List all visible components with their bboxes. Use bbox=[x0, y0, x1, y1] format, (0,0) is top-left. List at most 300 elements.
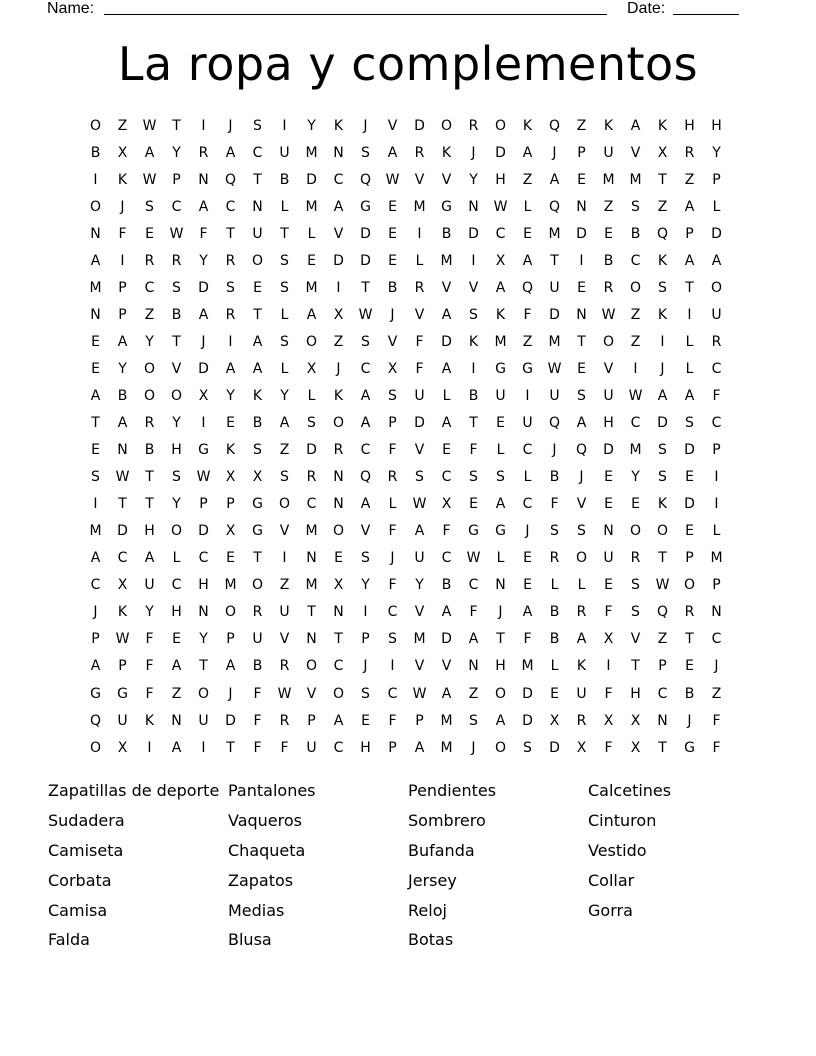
letter-grid bbox=[82, 112, 730, 761]
grid-letter: P bbox=[307, 712, 316, 729]
grid-letter: M bbox=[305, 198, 318, 215]
grid-letter: W bbox=[385, 171, 400, 188]
grid-letter: B bbox=[441, 225, 452, 242]
grid-letter: A bbox=[414, 739, 425, 756]
grid-letter: C bbox=[171, 577, 182, 594]
grid-letter: P bbox=[685, 550, 694, 567]
grid-letter: N bbox=[117, 442, 128, 459]
page-title: La ropa y complementos bbox=[117, 37, 699, 91]
grid-letter: I bbox=[714, 469, 719, 486]
grid-letter: U bbox=[306, 739, 317, 756]
grid-letter: A bbox=[252, 360, 263, 377]
grid-letter: A bbox=[441, 685, 452, 702]
grid-letter: I bbox=[282, 550, 287, 567]
grid-letter: J bbox=[498, 604, 503, 621]
word-list-item: Botas bbox=[408, 930, 454, 950]
word-list-item: Camiseta bbox=[48, 840, 124, 860]
grid-letter: N bbox=[468, 198, 479, 215]
grid-letter: R bbox=[576, 604, 587, 621]
grid-letter: A bbox=[522, 252, 533, 269]
grid-letter: K bbox=[657, 496, 668, 513]
grid-letter: J bbox=[552, 144, 557, 161]
grid-letter: M bbox=[305, 279, 318, 296]
grid-letter: L bbox=[712, 523, 721, 540]
grid-letter: J bbox=[552, 442, 557, 459]
grid-letter: V bbox=[414, 171, 425, 188]
grid-letter: D bbox=[549, 739, 560, 756]
grid-letter: F bbox=[388, 712, 397, 729]
grid-letter: F bbox=[145, 685, 154, 702]
grid-letter: H bbox=[630, 685, 641, 702]
grid-letter: A bbox=[441, 604, 452, 621]
grid-letter: X bbox=[549, 712, 560, 729]
grid-letter: F bbox=[253, 685, 262, 702]
grid-letter: B bbox=[441, 577, 452, 594]
grid-letter: T bbox=[550, 252, 559, 269]
grid-letter: U bbox=[279, 604, 290, 621]
grid-letter: T bbox=[658, 171, 667, 188]
grid-letter: B bbox=[630, 225, 641, 242]
grid-letter: C bbox=[198, 550, 209, 567]
grid-letter: T bbox=[172, 117, 181, 134]
grid-letter: R bbox=[576, 712, 587, 729]
grid-letter: S bbox=[469, 469, 478, 486]
grid-letter: A bbox=[414, 523, 425, 540]
grid-letter: K bbox=[657, 306, 668, 323]
grid-letter: Q bbox=[359, 469, 372, 486]
word-list-item: Gorra bbox=[588, 900, 633, 920]
grid-letter: C bbox=[711, 415, 722, 432]
grid-letter: M bbox=[440, 252, 453, 269]
grid-letter: G bbox=[684, 739, 695, 756]
grid-letter: I bbox=[93, 496, 98, 513]
grid-letter: F bbox=[415, 360, 424, 377]
grid-letter: K bbox=[252, 387, 263, 404]
grid-letter: G bbox=[198, 442, 209, 459]
grid-letter: I bbox=[363, 604, 368, 621]
grid-letter: A bbox=[117, 415, 128, 432]
grid-letter: Z bbox=[468, 685, 479, 702]
grid-letter: E bbox=[523, 550, 532, 567]
grid-letter: N bbox=[495, 577, 506, 594]
grid-letter: S bbox=[226, 279, 235, 296]
grid-letter: U bbox=[198, 712, 209, 729]
grid-letter: T bbox=[658, 739, 667, 756]
grid-letter: U bbox=[522, 415, 533, 432]
grid-letter: T bbox=[334, 631, 343, 648]
grid-letter: L bbox=[280, 306, 289, 323]
grid-letter: A bbox=[495, 496, 506, 513]
grid-letter: E bbox=[361, 712, 370, 729]
grid-letter: O bbox=[332, 415, 345, 432]
grid-letter: Q bbox=[575, 442, 588, 459]
grid-letter: A bbox=[495, 712, 506, 729]
grid-letter: G bbox=[468, 523, 479, 540]
grid-letter: A bbox=[144, 144, 155, 161]
grid-letter: F bbox=[145, 631, 154, 648]
word-list-item: Collar bbox=[588, 870, 635, 890]
grid-letter: C bbox=[333, 658, 344, 675]
grid-letter: G bbox=[495, 360, 506, 377]
grid-letter: P bbox=[388, 415, 397, 432]
grid-letter: W bbox=[628, 387, 643, 404]
grid-letter: T bbox=[658, 550, 667, 567]
grid-letter: T bbox=[685, 279, 694, 296]
grid-letter: K bbox=[225, 442, 236, 459]
grid-letter: Q bbox=[359, 171, 372, 188]
grid-letter: K bbox=[333, 117, 344, 134]
grid-letter: F bbox=[415, 333, 424, 350]
grid-letter: E bbox=[496, 415, 505, 432]
grid-letter: M bbox=[548, 333, 561, 350]
grid-letter: A bbox=[90, 387, 101, 404]
grid-letter: T bbox=[307, 604, 316, 621]
grid-letter: C bbox=[225, 198, 236, 215]
grid-letter: W bbox=[412, 685, 427, 702]
grid-letter: E bbox=[604, 577, 613, 594]
grid-letter: F bbox=[712, 387, 721, 404]
grid-letter: J bbox=[525, 523, 530, 540]
grid-letter: C bbox=[90, 577, 101, 594]
grid-letter: V bbox=[387, 333, 398, 350]
grid-letter: W bbox=[358, 306, 373, 323]
grid-letter: X bbox=[117, 144, 128, 161]
grid-letter: C bbox=[117, 550, 128, 567]
grid-letter: S bbox=[361, 685, 370, 702]
grid-letter: E bbox=[307, 252, 316, 269]
grid-letter: O bbox=[143, 387, 156, 404]
grid-letter: O bbox=[494, 117, 507, 134]
grid-letter: T bbox=[253, 171, 262, 188]
grid-letter: E bbox=[172, 631, 181, 648]
grid-letter: C bbox=[522, 442, 533, 459]
grid-letter: T bbox=[469, 415, 478, 432]
grid-letter: M bbox=[89, 523, 102, 540]
grid-letter: H bbox=[684, 117, 695, 134]
grid-letter: H bbox=[198, 577, 209, 594]
grid-letter: Q bbox=[224, 171, 237, 188]
grid-letter: S bbox=[658, 279, 667, 296]
grid-letter: L bbox=[307, 225, 316, 242]
grid-letter: C bbox=[630, 415, 641, 432]
grid-letter: U bbox=[549, 387, 560, 404]
grid-letter: I bbox=[606, 658, 611, 675]
grid-letter: T bbox=[199, 658, 208, 675]
grid-letter: O bbox=[170, 387, 183, 404]
grid-letter: X bbox=[576, 739, 587, 756]
grid-letter: C bbox=[441, 550, 452, 567]
grid-letter: X bbox=[333, 577, 344, 594]
grid-letter: E bbox=[334, 550, 343, 567]
grid-letter: F bbox=[523, 306, 532, 323]
grid-letter: V bbox=[468, 279, 479, 296]
grid-letter: D bbox=[522, 712, 533, 729]
grid-letter: M bbox=[224, 577, 237, 594]
grid-letter: F bbox=[388, 577, 397, 594]
grid-letter: M bbox=[305, 144, 318, 161]
grid-letter: S bbox=[658, 469, 667, 486]
grid-letter: A bbox=[468, 631, 479, 648]
grid-letter: Z bbox=[630, 333, 641, 350]
grid-letter: V bbox=[441, 279, 452, 296]
grid-letter: S bbox=[253, 442, 262, 459]
grid-letter: D bbox=[657, 415, 668, 432]
grid-letter: A bbox=[90, 252, 101, 269]
grid-letter: Q bbox=[548, 415, 561, 432]
date-label: Date: bbox=[627, 0, 666, 17]
word-list-item: Pendientes bbox=[408, 781, 497, 801]
grid-letter: A bbox=[333, 712, 344, 729]
grid-letter: N bbox=[603, 523, 614, 540]
grid-letter: K bbox=[576, 658, 587, 675]
grid-letter: X bbox=[630, 712, 641, 729]
grid-letter: W bbox=[493, 198, 508, 215]
name-blank-line bbox=[104, 14, 607, 15]
grid-letter: J bbox=[201, 333, 206, 350]
grid-letter: E bbox=[604, 469, 613, 486]
grid-letter: A bbox=[630, 117, 641, 134]
grid-letter: A bbox=[684, 198, 695, 215]
grid-letter: C bbox=[306, 496, 317, 513]
grid-letter: Y bbox=[361, 577, 370, 594]
grid-letter: I bbox=[201, 739, 206, 756]
grid-letter: G bbox=[252, 523, 263, 540]
grid-letter: O bbox=[332, 685, 345, 702]
grid-letter: L bbox=[577, 577, 586, 594]
grid-letter: B bbox=[279, 171, 290, 188]
grid-letter: N bbox=[306, 550, 317, 567]
grid-letter: D bbox=[441, 333, 452, 350]
grid-letter: C bbox=[333, 739, 344, 756]
grid-letter: Z bbox=[522, 171, 533, 188]
grid-letter: F bbox=[523, 631, 532, 648]
grid-letter: O bbox=[629, 279, 642, 296]
grid-letter: Q bbox=[656, 225, 669, 242]
grid-letter: S bbox=[280, 469, 289, 486]
grid-letter: X bbox=[198, 387, 209, 404]
grid-letter: P bbox=[712, 171, 721, 188]
grid-letter: J bbox=[363, 658, 368, 675]
grid-letter: N bbox=[711, 604, 722, 621]
grid-letter: C bbox=[252, 144, 263, 161]
grid-letter: G bbox=[360, 198, 371, 215]
grid-letter: H bbox=[144, 523, 155, 540]
grid-letter: R bbox=[684, 144, 695, 161]
grid-letter: N bbox=[306, 631, 317, 648]
grid-letter: B bbox=[144, 442, 155, 459]
grid-letter: V bbox=[360, 523, 371, 540]
grid-letter: M bbox=[305, 577, 318, 594]
grid-letter: E bbox=[550, 685, 559, 702]
grid-letter: J bbox=[363, 117, 368, 134]
grid-letter: T bbox=[631, 658, 640, 675]
grid-letter: N bbox=[333, 144, 344, 161]
grid-letter: T bbox=[685, 631, 694, 648]
grid-letter: D bbox=[306, 442, 317, 459]
grid-letter: O bbox=[602, 333, 615, 350]
grid-letter: T bbox=[280, 225, 289, 242]
grid-letter: A bbox=[198, 198, 209, 215]
grid-letter: X bbox=[657, 144, 668, 161]
grid-letter: D bbox=[117, 523, 128, 540]
grid-letter: R bbox=[333, 442, 344, 459]
grid-letter: S bbox=[415, 469, 424, 486]
grid-letter: W bbox=[115, 469, 130, 486]
grid-letter: Z bbox=[630, 306, 641, 323]
grid-letter: V bbox=[414, 604, 425, 621]
grid-letter: L bbox=[523, 198, 532, 215]
grid-letter: V bbox=[333, 225, 344, 242]
grid-letter: R bbox=[630, 550, 641, 567]
grid-letter: J bbox=[93, 604, 98, 621]
grid-letter: A bbox=[522, 144, 533, 161]
grid-letter: T bbox=[118, 496, 127, 513]
grid-letter: R bbox=[225, 252, 236, 269]
grid-letter: Y bbox=[172, 415, 181, 432]
grid-letter: E bbox=[226, 415, 235, 432]
grid-letter: F bbox=[253, 712, 262, 729]
grid-letter: Z bbox=[684, 171, 695, 188]
grid-letter: V bbox=[441, 171, 452, 188]
grid-letter: N bbox=[333, 604, 344, 621]
grid-letter: R bbox=[171, 252, 182, 269]
grid-letter: M bbox=[548, 225, 561, 242]
grid-letter: S bbox=[496, 469, 505, 486]
grid-letter: C bbox=[360, 442, 371, 459]
grid-letter: V bbox=[441, 658, 452, 675]
grid-letter: G bbox=[117, 685, 128, 702]
grid-letter: E bbox=[388, 198, 397, 215]
word-list-item: Zapatillas de deporte bbox=[48, 781, 220, 801]
grid-letter: A bbox=[441, 306, 452, 323]
grid-letter: Y bbox=[172, 496, 181, 513]
grid-letter: U bbox=[549, 279, 560, 296]
grid-letter: E bbox=[469, 496, 478, 513]
grid-letter: M bbox=[521, 658, 534, 675]
grid-letter: T bbox=[226, 739, 235, 756]
grid-letter: K bbox=[117, 604, 128, 621]
grid-letter: A bbox=[360, 387, 371, 404]
grid-letter: T bbox=[253, 550, 262, 567]
grid-letter: I bbox=[417, 225, 422, 242]
grid-letter: O bbox=[656, 523, 669, 540]
grid-letter: I bbox=[633, 360, 638, 377]
grid-letter: C bbox=[495, 225, 506, 242]
grid-letter: S bbox=[172, 469, 181, 486]
grid-letter: Q bbox=[548, 117, 561, 134]
grid-letter: K bbox=[333, 387, 344, 404]
grid-letter: O bbox=[494, 685, 507, 702]
word-list-item: Medias bbox=[228, 900, 285, 920]
grid-letter: T bbox=[253, 306, 262, 323]
grid-letter: V bbox=[387, 117, 398, 134]
grid-letter: S bbox=[685, 415, 694, 432]
grid-letter: S bbox=[361, 333, 370, 350]
grid-letter: C bbox=[333, 171, 344, 188]
grid-letter: R bbox=[306, 469, 317, 486]
grid-letter: B bbox=[252, 415, 263, 432]
grid-letter: C bbox=[171, 198, 182, 215]
grid-letter: V bbox=[576, 496, 587, 513]
grid-letter: S bbox=[469, 712, 478, 729]
grid-letter: Y bbox=[145, 604, 154, 621]
grid-letter: Y bbox=[631, 469, 640, 486]
grid-letter: V bbox=[630, 144, 641, 161]
grid-letter: L bbox=[712, 198, 721, 215]
grid-letter: J bbox=[714, 658, 719, 675]
grid-letter: I bbox=[201, 415, 206, 432]
grid-letter: V bbox=[414, 442, 425, 459]
grid-letter: Q bbox=[656, 604, 669, 621]
grid-letter: A bbox=[117, 333, 128, 350]
grid-letter: U bbox=[279, 144, 290, 161]
grid-letter: A bbox=[279, 415, 290, 432]
grid-letter: J bbox=[228, 685, 233, 702]
grid-letter: S bbox=[361, 144, 370, 161]
grid-letter: X bbox=[441, 496, 452, 513]
grid-letter: U bbox=[603, 387, 614, 404]
grid-letter: O bbox=[305, 658, 318, 675]
word-list-item: Sudadera bbox=[48, 811, 125, 831]
grid-letter: A bbox=[333, 198, 344, 215]
grid-letter: F bbox=[118, 225, 127, 242]
grid-letter: D bbox=[414, 415, 425, 432]
grid-letter: S bbox=[388, 387, 397, 404]
grid-letter: B bbox=[549, 604, 560, 621]
grid-letter: P bbox=[91, 631, 100, 648]
grid-letter: R bbox=[414, 279, 425, 296]
grid-letter: Z bbox=[603, 198, 614, 215]
grid-letter: R bbox=[711, 333, 722, 350]
grid-letter: J bbox=[687, 712, 692, 729]
grid-letter: U bbox=[144, 577, 155, 594]
grid-letter: N bbox=[252, 198, 263, 215]
grid-letter: E bbox=[253, 279, 262, 296]
grid-letter: L bbox=[550, 658, 559, 675]
grid-letter: M bbox=[440, 739, 453, 756]
grid-letter: B bbox=[171, 306, 182, 323]
grid-letter: T bbox=[145, 469, 154, 486]
grid-letter: P bbox=[118, 658, 127, 675]
grid-letter: X bbox=[225, 469, 236, 486]
grid-letter: N bbox=[198, 171, 209, 188]
grid-letter: G bbox=[495, 523, 506, 540]
grid-letter: B bbox=[549, 631, 560, 648]
grid-letter: V bbox=[603, 360, 614, 377]
header-line bbox=[47, 0, 747, 20]
grid-letter: A bbox=[657, 387, 668, 404]
grid-letter: I bbox=[93, 171, 98, 188]
grid-letter: V bbox=[279, 631, 290, 648]
grid-letter: P bbox=[226, 631, 235, 648]
grid-letter: H bbox=[171, 442, 182, 459]
grid-letter: M bbox=[602, 171, 615, 188]
grid-letter: E bbox=[577, 360, 586, 377]
grid-letter: Z bbox=[657, 198, 668, 215]
grid-letter: T bbox=[91, 415, 100, 432]
grid-letter: B bbox=[549, 469, 560, 486]
grid-letter: O bbox=[332, 523, 345, 540]
grid-letter: V bbox=[171, 360, 182, 377]
grid-letter: J bbox=[390, 550, 395, 567]
grid-letter: F bbox=[604, 604, 613, 621]
grid-letter: H bbox=[603, 415, 614, 432]
grid-letter: E bbox=[577, 171, 586, 188]
word-list-item: Reloj bbox=[408, 900, 447, 920]
grid-letter: C bbox=[441, 469, 452, 486]
grid-letter: S bbox=[631, 198, 640, 215]
grid-letter: C bbox=[657, 685, 668, 702]
